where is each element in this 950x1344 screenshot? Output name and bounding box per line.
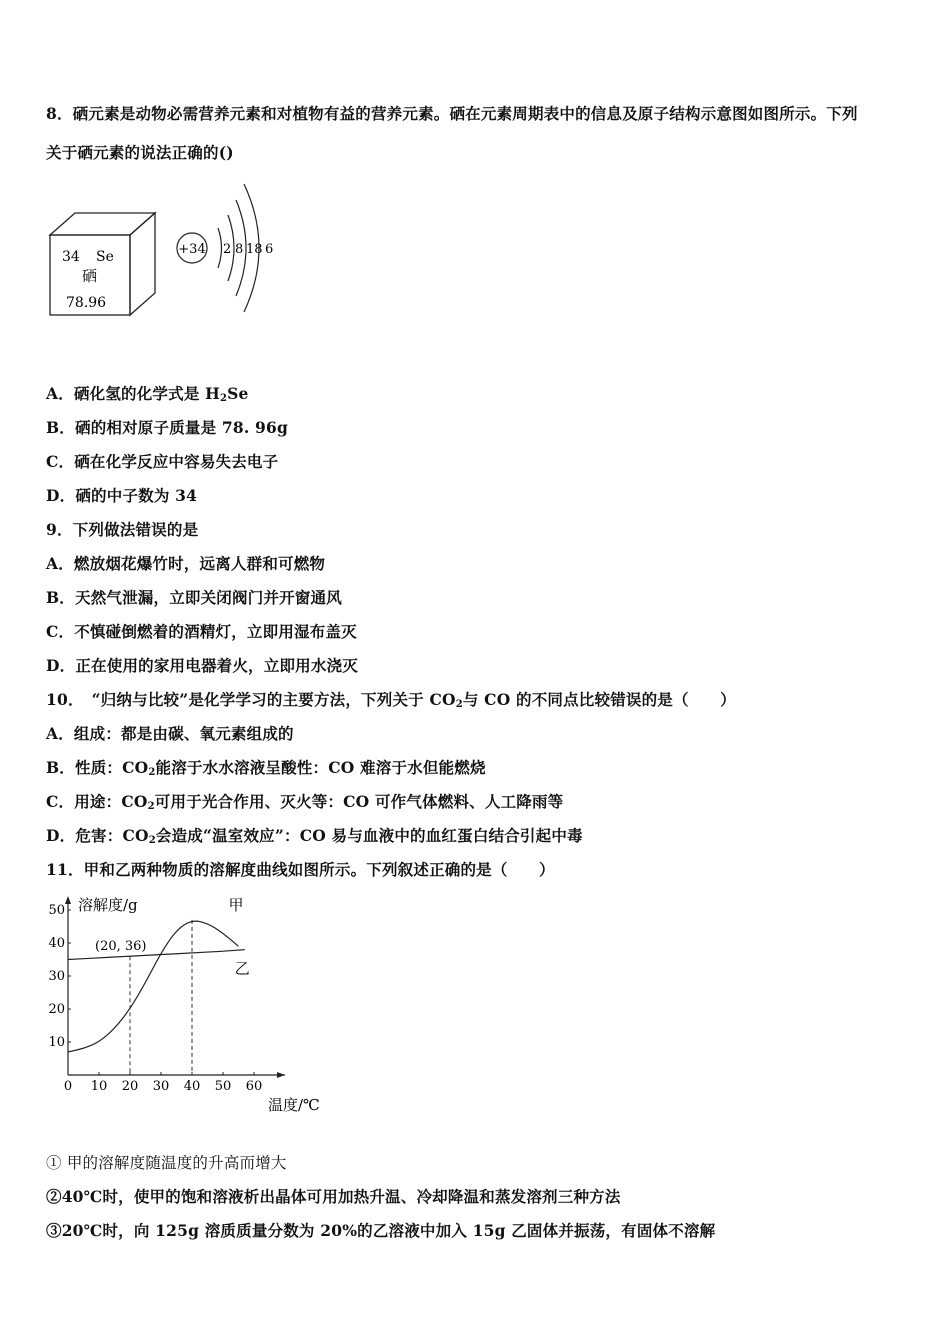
- solubility-chart: [40, 888, 340, 1122]
- y-tick-label: 40: [48, 936, 65, 951]
- x-tick-label: 10: [90, 1079, 108, 1094]
- q11-statement-2: ②40℃时，使甲的饱和溶液析出晶体可用加热升温、冷却降温和蒸发溶剂三种方法: [46, 1187, 621, 1206]
- q10-option-d: D．危害：$CO_2$会造成“温室效应”：CO 易与血液中的血红蛋白结合引起中毒: [46, 826, 583, 846]
- x-axis-label: 温度/℃: [268, 1096, 320, 1114]
- q10-option-b: B．性质：$CO_2$能溶于水水溶液呈酸性：CO 难溶于水但能燃烧: [46, 758, 486, 778]
- shell-electrons: 2: [223, 242, 232, 257]
- chart-axes: [65, 896, 285, 1078]
- q8-stem-line2: 关于硒元素的说法正确的(): [46, 143, 234, 162]
- y-tick-label: 30: [48, 969, 65, 984]
- shell-electrons: 8: [235, 242, 244, 257]
- q11-stem: 11．甲和乙两种物质的溶解度曲线如图所示。下列叙述正确的是（ ）: [46, 860, 555, 879]
- periodic-table-cell: [50, 213, 155, 315]
- q8-option-c: C．硒在化学反应中容易失去电子: [46, 452, 279, 471]
- y-tick-label: 20: [48, 1002, 65, 1017]
- series-label: 甲: [228, 896, 244, 914]
- series-label: 乙: [234, 959, 250, 978]
- point-annotation: (20, 36): [95, 939, 147, 955]
- element-name: 硒: [82, 267, 98, 285]
- q9-stem: 9．下列做法错误的是: [46, 520, 199, 539]
- atomic-mass: 78.96: [66, 295, 107, 311]
- selenium-figure-svg: [40, 170, 290, 330]
- q8-option-b: B．硒的相对原子质量是 78. 96g: [46, 418, 289, 437]
- x-tick-label: 20: [121, 1079, 139, 1094]
- x-tick-label: 0: [63, 1079, 73, 1094]
- series-line-jia: [68, 921, 239, 1052]
- element-symbol: Se: [96, 249, 114, 265]
- solubility-chart-svg: [40, 888, 340, 1118]
- y-axis-label: 溶解度/g: [78, 896, 138, 914]
- q8-option-d: D．硒的中子数为 34: [46, 486, 198, 505]
- electron-shell-arc: [218, 228, 222, 268]
- selenium-figure: [40, 170, 290, 334]
- q9-option-a: A．燃放烟花爆竹时，远离人群和可燃物: [46, 554, 326, 573]
- nucleus-charge: +34: [178, 242, 206, 257]
- y-tick-label: 10: [48, 1035, 65, 1050]
- shell-electrons: 6: [265, 242, 274, 257]
- q9-option-b: B．天然气泄漏，立即关闭阀门并开窗通风: [46, 588, 342, 607]
- x-tick-label: 50: [214, 1079, 232, 1094]
- q11-statement-1: ① 甲的溶解度随温度的升高而增大: [46, 1154, 287, 1172]
- shell-electrons: 18: [246, 242, 263, 257]
- q8-stem-line1: 8．硒元素是动物必需营养元素和对植物有益的营养元素。硒在元素周期表中的信息及原子结构示意图如图所示。下列: [46, 104, 858, 123]
- y-axis-arrow: [65, 896, 71, 904]
- x-tick-label: 30: [152, 1079, 170, 1094]
- q10-option-c: C．用途：$CO_2$可用于光合作用、灭火等：CO 可作气体燃料、人工降雨等: [46, 792, 564, 812]
- q10-stem: 10． “归纳与比较”是化学学习的主要方法，下列关于 $CO_2$与 CO 的不同点比较错误的是（ ）: [46, 690, 736, 710]
- q9-option-c: C．不慎碰倒燃着的酒精灯，立即用湿布盖灭: [46, 622, 357, 641]
- x-tick-label: 40: [183, 1079, 201, 1094]
- q8-option-a: A．硒化氢的化学式是 $H_2Se$: [46, 384, 249, 404]
- q11-statement-3: ③20℃时，向 125g 溶质质量分数为 20%的乙溶液中加入 15g 乙固体并振荡，有固体不溶解: [46, 1221, 716, 1240]
- x-tick-label: 60: [245, 1079, 263, 1094]
- q10-option-a: A．组成：都是由碳、氧元素组成的: [46, 724, 294, 743]
- chart-labels: [48, 896, 319, 1114]
- atom-structure-diagram: [177, 184, 273, 312]
- atomic-number: 34: [62, 249, 80, 265]
- x-axis-arrow: [277, 1072, 285, 1078]
- q9-option-d: D．正在使用的家用电器着火，立即用水浇灭: [46, 656, 358, 675]
- y-tick-label: 50: [48, 903, 65, 918]
